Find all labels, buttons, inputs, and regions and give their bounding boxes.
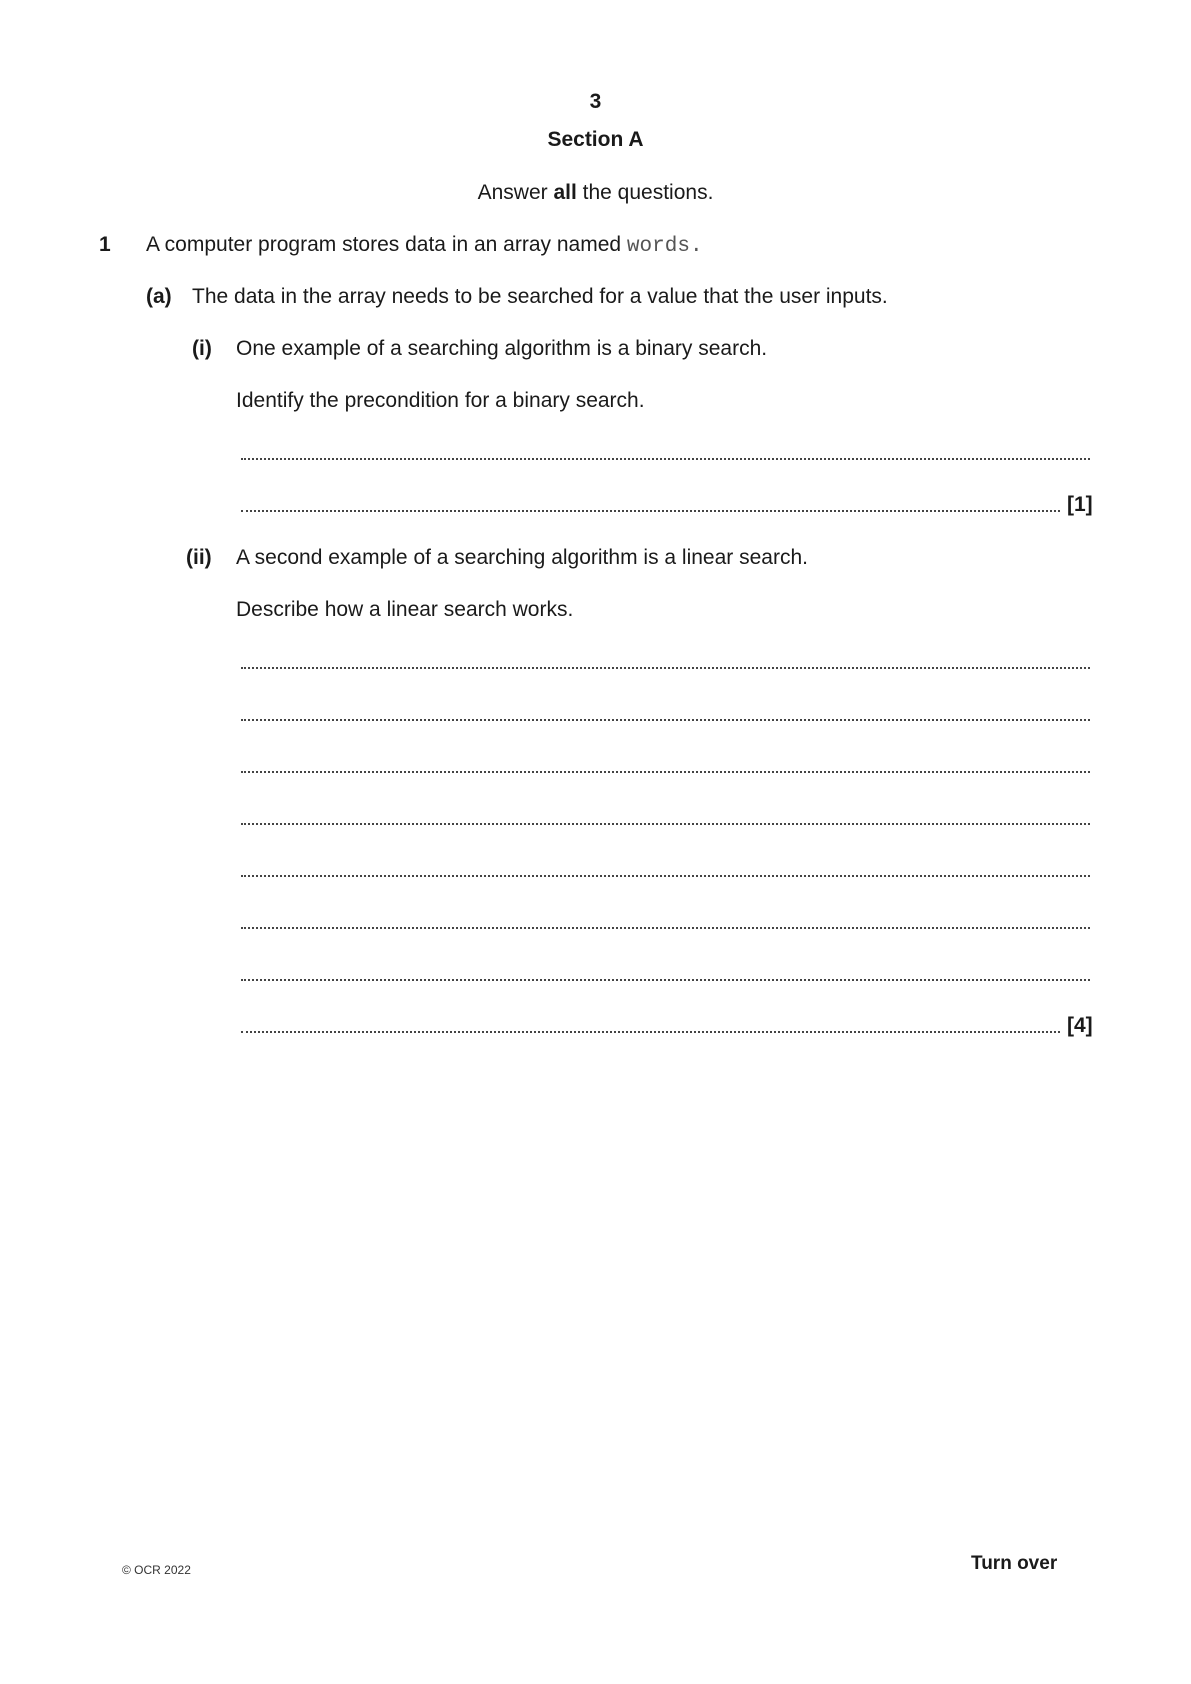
question-text-end: . [689, 235, 703, 258]
answer-line-ii-4[interactable] [241, 823, 1090, 825]
instruction-bold: all [553, 181, 577, 204]
answer-line-i-1[interactable] [241, 458, 1090, 460]
instruction-after: the questions. [576, 181, 714, 204]
part-a-label: (a) [146, 285, 172, 308]
question-text-main: A computer program stores data in an array named [146, 233, 627, 256]
instruction [0, 180, 1191, 206]
question-text [146, 232, 703, 260]
sub-ii-task: Describe how a linear search works. [236, 598, 574, 621]
instruction-before: Answer [477, 181, 554, 204]
sub-i-text: One example of a searching algorithm is a binary search. [236, 337, 768, 360]
answer-line-ii-1[interactable] [241, 667, 1090, 669]
sub-ii-label: (ii) [186, 546, 212, 569]
answer-line-ii-3[interactable] [241, 771, 1090, 773]
array-name-code: words [626, 235, 690, 258]
answer-line-i-2[interactable] [241, 510, 1060, 512]
page-number: 3 [589, 90, 602, 113]
sub-i-label: (i) [192, 337, 212, 360]
marks-i: [1] [1067, 493, 1093, 516]
part-a-text: The data in the array needs to be searched for a value that the user inputs. [192, 285, 888, 308]
answer-line-ii-5[interactable] [241, 875, 1090, 877]
answer-line-ii-7[interactable] [241, 979, 1090, 981]
turn-over-label: Turn over [971, 1553, 1058, 1574]
question-number: 1 [99, 233, 111, 256]
sub-ii-text: A second example of a searching algorithm is a linear search. [236, 546, 808, 569]
copyright-notice: © OCR 2022 [122, 1563, 191, 1577]
sub-i-task: Identify the precondition for a binary search. [236, 389, 645, 412]
answer-line-ii-2[interactable] [241, 719, 1090, 721]
answer-line-ii-6[interactable] [241, 927, 1090, 929]
marks-ii: [4] [1067, 1014, 1093, 1037]
answer-line-ii-8[interactable] [241, 1031, 1060, 1033]
section-title: Section A [547, 128, 644, 151]
